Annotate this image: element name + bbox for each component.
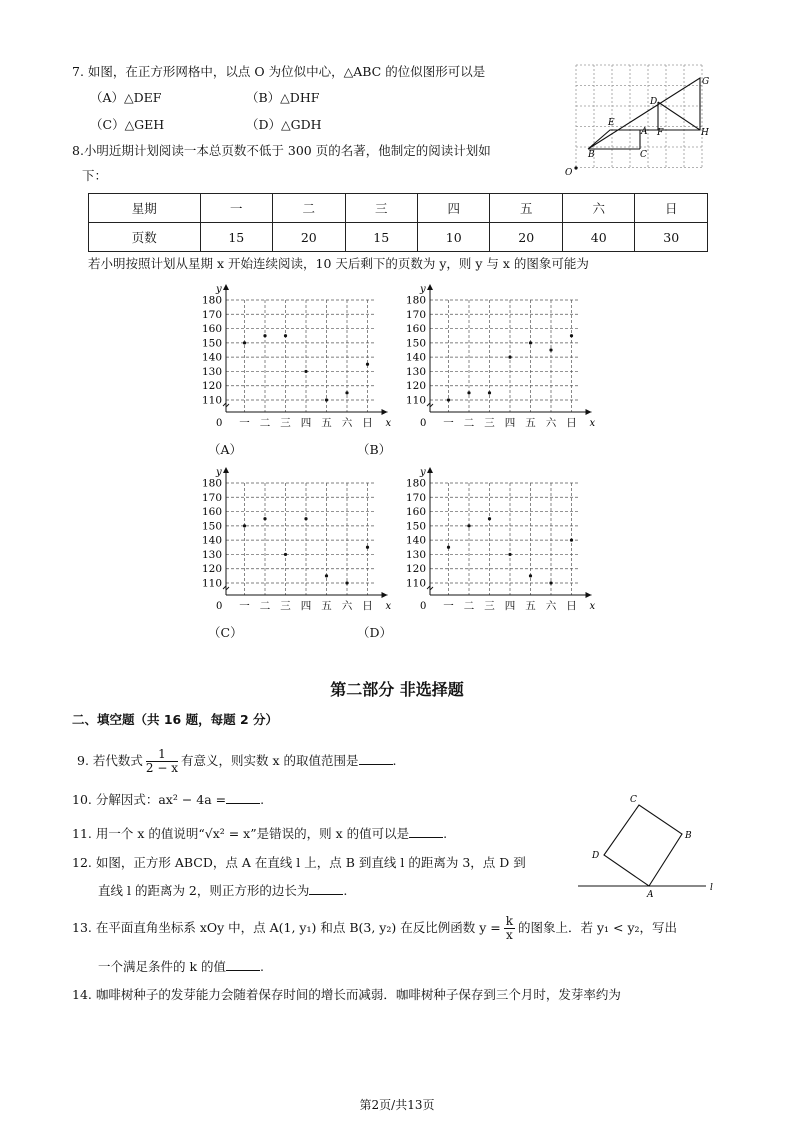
y-axis-label: y — [216, 284, 222, 295]
axis-break — [223, 586, 229, 590]
x-tick-label: 三 — [484, 600, 495, 612]
data-point — [570, 539, 573, 542]
q7-label-d: D — [650, 97, 658, 107]
x-tick-label: 一 — [239, 417, 250, 429]
y-tick-label: 180 — [405, 477, 426, 490]
x-tick-label: 五 — [321, 417, 332, 429]
data-point — [447, 546, 450, 549]
x-tick-label: 三 — [484, 417, 495, 429]
q10-answer-blank[interactable] — [226, 791, 260, 804]
x-tick-label: 日 — [362, 417, 373, 429]
table-cell: 六 — [562, 194, 634, 223]
x-axis-label: x — [385, 601, 392, 612]
q8-stem-line1: 8.小明近期计划阅读一本总页数不低于 300 页的名著，他制定的阅读计划如 — [72, 143, 491, 158]
x-axis-arrow — [586, 409, 592, 415]
data-point — [570, 334, 573, 337]
y-tick-label: 120 — [405, 380, 426, 393]
data-point — [447, 398, 450, 401]
x-tick-label: 二 — [259, 417, 271, 429]
q9-post: 有意义，则实数 x 的取值范围是 — [181, 753, 359, 768]
table-cell: 星期 — [89, 194, 201, 223]
x-tick-label: 五 — [525, 417, 536, 429]
table-cell: 20 — [273, 223, 345, 252]
q9-fraction: $\frac{1}{2 - x}$ — [145, 747, 178, 775]
x-tick-label: 三 — [280, 417, 291, 429]
table-cell: 15 — [200, 223, 272, 252]
q11: 11. 用一个 x 的值说明“√x² = x”是错误的，则 x 的值可以是 . — [72, 826, 448, 841]
x-tick-label: 六 — [545, 600, 557, 612]
chart-caption-a: （A） — [208, 442, 243, 457]
y-tick-label: 130 — [405, 365, 426, 378]
y-tick-label: 150 — [405, 520, 426, 533]
y-tick-label: 180 — [201, 477, 222, 490]
q13-line1: 13. 在平面直角坐标系 xOy 中，点 A(1, y₁) 和点 B(3, y₂) 在反比例函数 y = $\frac{k}{x}$ 的图象上．若 y₁ < y₂，写出 — [72, 914, 678, 942]
y-tick-label: 120 — [201, 563, 222, 576]
y-axis-arrow — [427, 284, 433, 290]
table-cell: 页数 — [89, 223, 201, 252]
table-cell: 一 — [200, 194, 272, 223]
data-point — [529, 341, 532, 344]
q7-label-c: C — [640, 150, 647, 160]
data-point — [488, 517, 491, 520]
table-cell: 四 — [418, 194, 490, 223]
y-tick-label: 140 — [201, 351, 222, 364]
table-cell: 30 — [635, 223, 708, 252]
part2-title: 第二部分 非选择题 — [330, 680, 464, 699]
x-axis-label: x — [385, 418, 392, 429]
x-tick-label: 五 — [525, 600, 536, 612]
q12-line2: 直线 l 的距离为 2，则正方形的边长为 . — [98, 883, 348, 898]
q7-label-o: O — [565, 168, 573, 178]
data-point — [508, 356, 511, 359]
y-tick-label: 120 — [405, 563, 426, 576]
data-point — [467, 524, 470, 527]
q9-pre: 9. 若代数式 — [77, 753, 143, 768]
table-cell: 三 — [345, 194, 417, 223]
y-tick-label: 160 — [201, 506, 222, 519]
q7-option-c: （C）△GEH — [90, 117, 165, 132]
chart-caption-b: （B） — [357, 442, 392, 457]
data-point — [325, 398, 328, 401]
table-cell: 二 — [273, 194, 345, 223]
x-tick-label: 二 — [259, 600, 271, 612]
chart-option-d — [400, 463, 596, 613]
x-tick-label: 三 — [280, 600, 291, 612]
x-tick-label: 一 — [239, 600, 250, 612]
q7-option-d: （D）△GDH — [246, 117, 322, 132]
x-tick-label: 二 — [463, 417, 475, 429]
chart-option-b — [400, 280, 596, 430]
q7-label-h: H — [701, 128, 709, 138]
q7-label-a: A — [641, 127, 648, 137]
y-tick-label: 180 — [201, 294, 222, 307]
q12-label-l: l — [710, 883, 713, 893]
table-cell: 15 — [345, 223, 417, 252]
y-tick-label: 150 — [405, 337, 426, 350]
x-axis-label: x — [589, 601, 596, 612]
data-point — [263, 517, 266, 520]
y-axis-label: y — [420, 467, 426, 478]
x-tick-label: 四 — [504, 417, 516, 429]
y-tick-label: 140 — [201, 534, 222, 547]
data-point — [467, 391, 470, 394]
data-point — [284, 334, 287, 337]
x-tick-label: 五 — [321, 600, 332, 612]
q12-label-b: B — [685, 831, 692, 841]
y-tick-label: 110 — [405, 394, 426, 407]
q8-question: 若小明按照计划从星期 x 开始连续阅读，10 天后剩下的页数为 y，则 y 与 x 的图象可能为 — [88, 256, 589, 271]
data-point — [325, 574, 328, 577]
data-point — [345, 391, 348, 394]
table-cell: 10 — [418, 223, 490, 252]
data-point — [263, 334, 266, 337]
y-tick-label: 150 — [201, 337, 222, 350]
y-tick-label: 170 — [405, 308, 426, 321]
data-point — [243, 524, 246, 527]
q7-option-a: （A）△DEF — [90, 90, 162, 105]
q12-line1: 12. 如图，正方形 ABCD，点 A 在直线 l 上，点 B 到直线 l 的距离为 3，点 D 到 — [72, 855, 526, 870]
x-axis-arrow — [382, 409, 388, 415]
q13-fraction: $\frac{k}{x}$ — [505, 914, 513, 942]
y-tick-label: 170 — [201, 308, 222, 321]
q11-answer-blank[interactable] — [409, 825, 443, 838]
q7-label-f: F — [657, 128, 664, 138]
data-point — [549, 348, 552, 351]
x-axis-label: x — [589, 418, 596, 429]
y-axis-arrow — [427, 467, 433, 473]
y-tick-label: 160 — [201, 323, 222, 336]
q7-option-b: （B）△DHF — [246, 90, 320, 105]
x-tick-label: 四 — [300, 417, 312, 429]
table-cell: 五 — [490, 194, 562, 223]
q10: 10. 分解因式：ax² − 4a = . — [72, 792, 265, 807]
chart-caption-d: （D） — [357, 625, 393, 640]
chart-option-c — [196, 463, 392, 613]
y-tick-label: 130 — [201, 365, 222, 378]
y-tick-label: 160 — [405, 323, 426, 336]
y-axis-arrow — [223, 284, 229, 290]
x-tick-label: 六 — [341, 600, 353, 612]
axis-break — [223, 403, 229, 407]
y-tick-label: 160 — [405, 506, 426, 519]
x-tick-label: 四 — [504, 600, 516, 612]
q13-line2: 一个满足条件的 k 的值 . — [98, 959, 265, 974]
x-tick-label: 一 — [443, 417, 454, 429]
axis-break — [427, 586, 433, 590]
x-tick-label: 日 — [566, 600, 577, 612]
y-tick-label: 110 — [405, 577, 426, 590]
x-axis-arrow — [586, 592, 592, 598]
data-point — [304, 517, 307, 520]
q8-stem-line2: 下： — [82, 168, 108, 183]
axis-break — [427, 403, 433, 407]
x-tick-label: 日 — [362, 600, 373, 612]
data-point — [243, 341, 246, 344]
y-tick-label: 170 — [201, 491, 222, 504]
origin-label: 0 — [420, 601, 427, 612]
chart-caption-c: （C） — [208, 625, 243, 640]
chart-option-a — [196, 280, 392, 430]
q12-answer-blank[interactable] — [309, 882, 343, 895]
y-tick-label: 110 — [201, 577, 222, 590]
q9: 9. 若代数式 $\frac{1}{2 - x}$ 有意义，则实数 x 的取值范围是 . — [77, 747, 397, 775]
q14: 14. 咖啡树种子的发芽能力会随着保存时间的增长而减弱．咖啡树种子保存到三个月时，发芽率约为 — [72, 987, 621, 1002]
data-point — [549, 581, 552, 584]
y-tick-label: 130 — [201, 548, 222, 561]
x-tick-label: 四 — [300, 600, 312, 612]
y-axis-label: y — [216, 467, 222, 478]
data-point — [284, 553, 287, 556]
origin-label: 0 — [216, 601, 223, 612]
q7-label-b: B — [588, 150, 595, 160]
table-cell: 日 — [635, 194, 708, 223]
x-tick-label: 一 — [443, 600, 454, 612]
y-tick-label: 120 — [201, 380, 222, 393]
x-axis-arrow — [382, 592, 388, 598]
x-tick-label: 六 — [341, 417, 353, 429]
y-tick-label: 140 — [405, 534, 426, 547]
q9-answer-blank[interactable] — [359, 752, 393, 765]
q12-label-c: C — [630, 795, 637, 805]
table-row — [89, 194, 708, 223]
q7-grid-figure — [560, 62, 730, 180]
x-tick-label: 六 — [545, 417, 557, 429]
data-point — [366, 546, 369, 549]
table-cell: 40 — [562, 223, 634, 252]
page-footer: 第2页/共13页 — [359, 1098, 435, 1112]
origin-label: 0 — [216, 418, 223, 429]
q7-stem: 7. 如图，在正方形网格中，以点 O 为位似中心，△ABC 的位似图形可以是 — [72, 64, 486, 79]
reading-plan-table — [88, 193, 708, 252]
data-point — [304, 370, 307, 373]
x-tick-label: 日 — [566, 417, 577, 429]
data-point — [488, 391, 491, 394]
y-tick-label: 130 — [405, 548, 426, 561]
y-tick-label: 110 — [201, 394, 222, 407]
data-point — [366, 363, 369, 366]
q7-label-e: E — [608, 118, 615, 128]
q12-label-d: D — [592, 851, 600, 861]
q7-label-g: G — [702, 77, 710, 87]
y-tick-label: 140 — [405, 351, 426, 364]
q13-answer-blank[interactable] — [226, 958, 260, 971]
data-point — [508, 553, 511, 556]
q12-label-a: A — [647, 890, 654, 900]
q12-square-figure — [574, 790, 724, 902]
y-tick-label: 180 — [405, 294, 426, 307]
section-heading: 二、填空题（共 16 题，每题 2 分） — [72, 712, 279, 727]
x-tick-label: 二 — [463, 600, 475, 612]
y-tick-label: 150 — [201, 520, 222, 533]
table-cell: 20 — [490, 223, 562, 252]
y-axis-arrow — [223, 467, 229, 473]
data-point — [345, 581, 348, 584]
data-point — [529, 574, 532, 577]
table-row — [89, 223, 708, 252]
y-axis-label: y — [420, 284, 426, 295]
origin-label: 0 — [420, 418, 427, 429]
y-tick-label: 170 — [405, 491, 426, 504]
